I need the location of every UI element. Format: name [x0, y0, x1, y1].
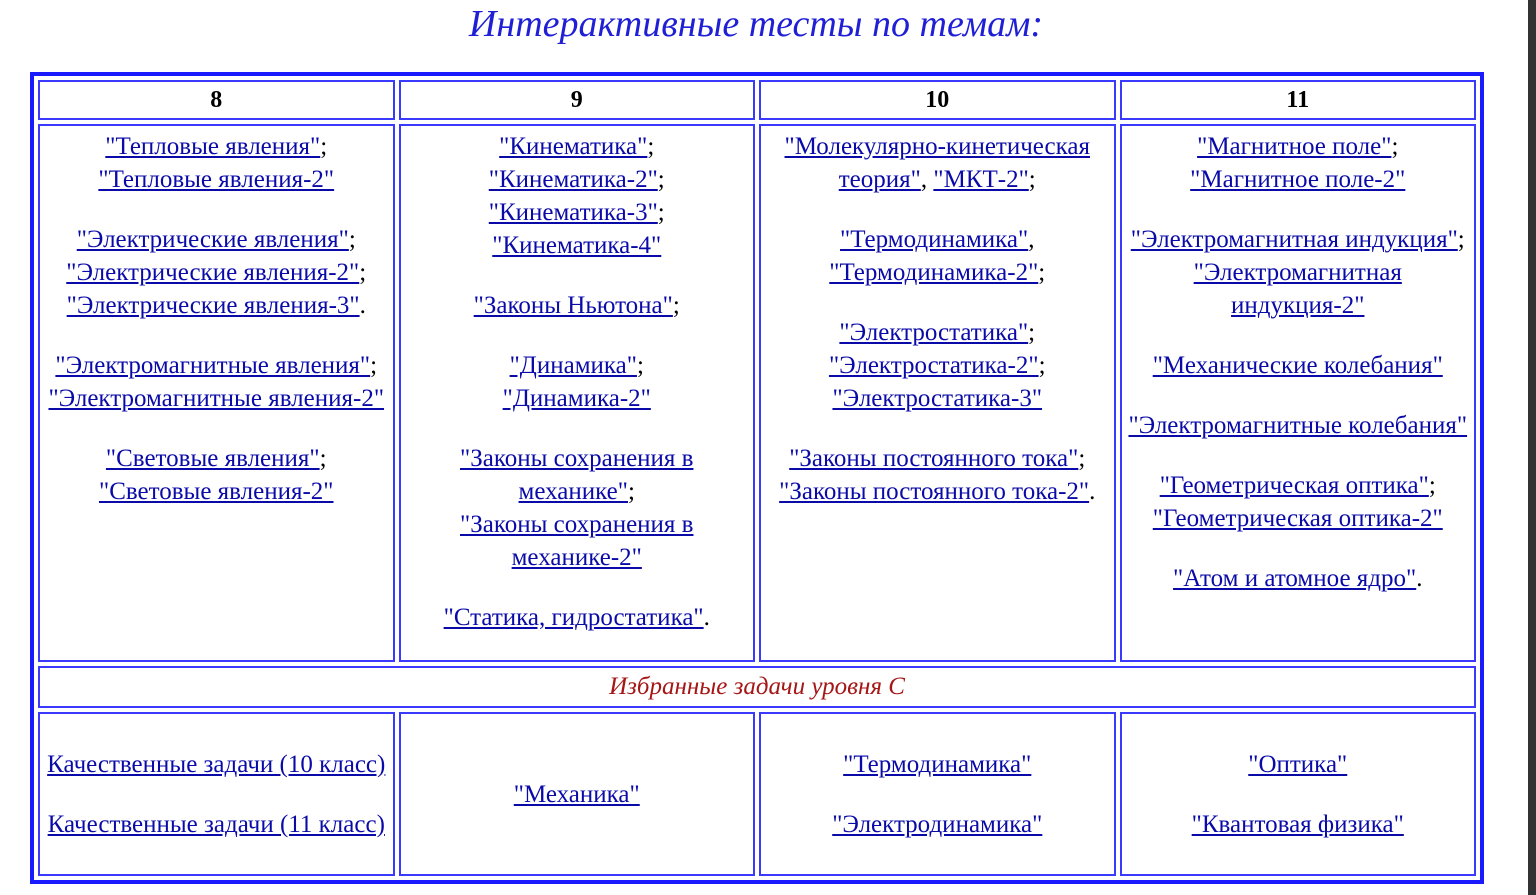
topic-link[interactable]: "Электромагнитные явления"	[55, 352, 371, 379]
topic-group	[405, 289, 750, 322]
separator: ;	[1428, 472, 1436, 499]
topics-cell-11	[1120, 124, 1477, 662]
task-link[interactable]: "Термодинамика"	[843, 750, 1032, 778]
topic-link[interactable]: "Электромагнитные явления-2"	[48, 385, 385, 412]
separator: ;	[320, 133, 328, 160]
topic-group	[765, 130, 1110, 196]
topic-link[interactable]: "Законы сохранения в механике"	[460, 445, 694, 505]
topic-group	[405, 349, 750, 415]
topic-link[interactable]: "Динамика"	[509, 352, 637, 379]
separator: ;	[1391, 133, 1399, 160]
topic-group	[1126, 562, 1471, 595]
topic-group	[1126, 409, 1471, 442]
topic-link[interactable]: "Кинематика-2"	[488, 166, 658, 193]
page-title: Интерактивные тесты по темам:	[468, 3, 1044, 45]
topics-table	[30, 72, 1484, 884]
section-title: Избранные задачи уровня С	[38, 666, 1476, 708]
separator: ;	[636, 352, 644, 379]
topic-link[interactable]: "Атом и атомное ядро"	[1173, 565, 1417, 592]
separator: .	[1089, 478, 1096, 505]
separator: ;	[672, 292, 680, 319]
topic-link[interactable]: "Механические колебания"	[1152, 352, 1443, 379]
tasks-row	[38, 712, 1476, 876]
topic-link[interactable]: "Кинематика-3"	[488, 199, 658, 226]
tasks-cell-8	[38, 712, 395, 876]
task-group	[765, 748, 1110, 781]
topic-group	[44, 223, 389, 322]
separator: ;	[1038, 352, 1046, 379]
topic-link[interactable]: "Кинематика"	[499, 133, 648, 160]
topic-link[interactable]: "Электрические явления-2"	[66, 259, 360, 286]
topic-link[interactable]: "Динамика-2"	[502, 385, 651, 412]
window-edge	[1528, 0, 1536, 895]
topic-group	[405, 442, 750, 574]
topic-link[interactable]: "Электрические явления-3"	[66, 292, 360, 319]
topic-link[interactable]: "Термодинамика"	[840, 226, 1029, 253]
separator: ;	[647, 133, 655, 160]
topic-link[interactable]: "Законы постоянного тока"	[789, 445, 1079, 472]
topic-group	[405, 601, 750, 634]
task-group	[1126, 748, 1471, 781]
tasks-cell-9	[399, 712, 756, 876]
topic-group	[765, 442, 1110, 508]
topic-link[interactable]: "Тепловые явления-2"	[98, 166, 335, 193]
task-group	[44, 748, 389, 781]
topic-link[interactable]: "Электрические явления"	[76, 226, 349, 253]
separator: ,	[920, 166, 934, 193]
topic-link[interactable]: "Электростатика-2"	[828, 352, 1039, 379]
separator: .	[703, 604, 710, 631]
topic-link[interactable]: "Кинематика-4"	[492, 232, 662, 259]
topic-link[interactable]: "Электромагнитная индукция"	[1130, 226, 1458, 253]
task-link[interactable]: "Электродинамика"	[832, 810, 1043, 838]
topics-cell-10	[759, 124, 1116, 662]
task-link[interactable]: Качественные задачи (11 класс)	[47, 810, 385, 838]
task-group	[1126, 808, 1471, 841]
separator: ,	[1028, 226, 1035, 253]
topic-group	[1126, 349, 1471, 382]
topics-row	[38, 124, 1476, 662]
separator: ;	[359, 259, 367, 286]
task-group	[405, 778, 750, 811]
topic-group	[1126, 469, 1471, 535]
separator: .	[359, 292, 366, 319]
grade-header-row	[38, 80, 1476, 120]
separator: ;	[657, 166, 665, 193]
task-link[interactable]: "Квантовая физика"	[1191, 810, 1404, 838]
task-group	[44, 808, 389, 841]
separator: .	[1416, 565, 1423, 592]
topic-link[interactable]: "МКТ-2"	[933, 166, 1029, 193]
topic-link[interactable]: "Законы сохранения в механике-2"	[460, 511, 694, 571]
topic-link[interactable]: "Геометрическая оптика"	[1159, 472, 1429, 499]
separator: ;	[348, 226, 356, 253]
separator: ;	[370, 352, 378, 379]
topic-group	[765, 223, 1110, 289]
separator: ;	[1457, 226, 1465, 253]
topic-link[interactable]: "Электростатика"	[839, 319, 1029, 346]
topic-group	[44, 349, 389, 415]
topics-cell-9	[399, 124, 756, 662]
topic-link[interactable]: "Молекулярно-кинетическая теория"	[784, 133, 1090, 193]
separator: ;	[627, 478, 635, 505]
grade-header-8: 8	[38, 80, 395, 120]
tasks-cell-10	[759, 712, 1116, 876]
topic-link[interactable]: "Термодинамика-2"	[829, 259, 1039, 286]
topic-group	[44, 442, 389, 508]
separator: ;	[319, 445, 327, 472]
topic-link[interactable]: "Электромагнитные колебания"	[1128, 412, 1468, 439]
grade-header-9: 9	[399, 80, 756, 120]
separator: ;	[1078, 445, 1086, 472]
separator: ;	[657, 199, 665, 226]
topic-link[interactable]: "Магнитное поле-2"	[1190, 166, 1406, 193]
topic-link[interactable]: "Законы Ньютона"	[473, 292, 673, 319]
topics-cell-8	[38, 124, 395, 662]
tasks-cell-11	[1120, 712, 1477, 876]
topic-link[interactable]: "Электростатика-3"	[832, 385, 1043, 412]
task-link[interactable]: Качественные задачи (10 класс)	[47, 750, 386, 778]
grade-header-11: 11	[1120, 80, 1477, 120]
topic-link[interactable]: "Световые явления"	[105, 445, 320, 472]
topic-link[interactable]: "Тепловые явления"	[105, 133, 321, 160]
topic-group	[765, 316, 1110, 415]
topic-link[interactable]: "Статика, гидростатика"	[443, 604, 704, 631]
topic-group	[44, 130, 389, 196]
grade-header-10: 10	[759, 80, 1116, 120]
topic-link[interactable]: "Магнитное поле"	[1197, 133, 1392, 160]
topic-link[interactable]: "Законы постоянного тока-2"	[779, 478, 1090, 505]
topic-link[interactable]: "Световые явления-2"	[98, 478, 334, 505]
section-row	[38, 666, 1476, 708]
separator: ;	[1028, 319, 1036, 346]
task-link[interactable]: "Оптика"	[1248, 750, 1348, 778]
topic-group	[1126, 130, 1471, 196]
topic-link[interactable]: "Электромагнитная индукция-2"	[1193, 259, 1402, 319]
task-group	[765, 808, 1110, 841]
task-link[interactable]: "Механика"	[513, 780, 640, 808]
topic-link[interactable]: "Геометрическая оптика-2"	[1152, 505, 1443, 532]
separator: ;	[1038, 259, 1046, 286]
topic-group	[1126, 223, 1471, 322]
topic-group	[405, 130, 750, 262]
separator: ;	[1028, 166, 1036, 193]
